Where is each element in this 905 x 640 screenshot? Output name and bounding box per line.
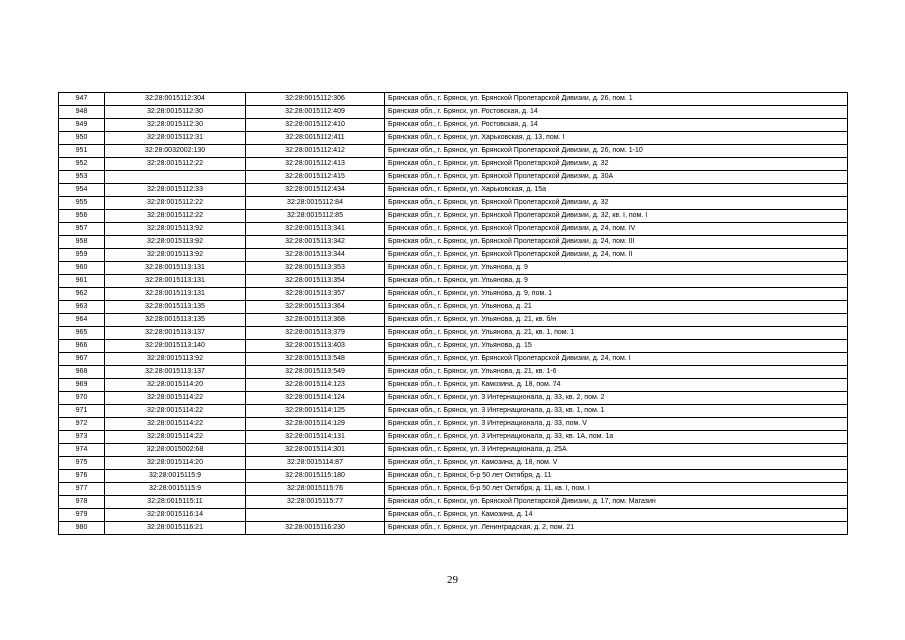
table-row — [59, 483, 848, 496]
building-cadastral-number-cell: 32:28:0015113:354 — [246, 275, 385, 288]
land-cadastral-number-cell: 32:28:0015114:22 — [105, 418, 246, 431]
table-row — [59, 392, 848, 405]
address-cell: Брянская обл., г. Брянск, ул. Камозина, д. 18, пом. 74 — [385, 379, 848, 392]
row-number-cell: 958 — [59, 236, 105, 249]
row-number-cell: 972 — [59, 418, 105, 431]
building-cadastral-number-cell: 32:28:0015113:379 — [246, 327, 385, 340]
table-row — [59, 457, 848, 470]
table-row — [59, 184, 848, 197]
building-cadastral-number-cell: 32:28:0015113:364 — [246, 301, 385, 314]
row-number-cell: 961 — [59, 275, 105, 288]
row-number-cell: 970 — [59, 392, 105, 405]
building-cadastral-number-cell: 32:28:0015114:124 — [246, 392, 385, 405]
row-number-cell: 974 — [59, 444, 105, 457]
address-cell: Брянская обл., г. Брянск, ул. Ульянова, д. 9 — [385, 262, 848, 275]
row-number-cell: 973 — [59, 431, 105, 444]
land-cadastral-number-cell: 32:28:0015114:22 — [105, 392, 246, 405]
building-cadastral-number-cell: 32:28:0015113:549 — [246, 366, 385, 379]
land-cadastral-number-cell: 32:28:0015112:22 — [105, 210, 246, 223]
table-row — [59, 379, 848, 392]
building-cadastral-number-cell: 32:28:0015112:410 — [246, 119, 385, 132]
land-cadastral-number-cell: 32:28:0015112:22 — [105, 158, 246, 171]
address-cell: Брянская обл., г. Брянск, ул. Брянской Пролетарской Дивизии, д. 24, пом. III — [385, 236, 848, 249]
row-number-cell: 957 — [59, 223, 105, 236]
address-cell: Брянская обл., г. Брянск, ул. Брянской Пролетарской Дивизии, д. 24, пом. I — [385, 353, 848, 366]
table-row — [59, 431, 848, 444]
row-number-cell: 979 — [59, 509, 105, 522]
address-cell: Брянская обл., г. Брянск, ул. Ульянова, д. 9, пом. 1 — [385, 288, 848, 301]
building-cadastral-number-cell: 32:28:0015112:306 — [246, 93, 385, 106]
land-cadastral-number-cell: 32:28:0015113:92 — [105, 223, 246, 236]
address-cell: Брянская обл., г. Брянск, ул. Брянской Пролетарской Дивизии, д. 24, пом. IV — [385, 223, 848, 236]
address-cell: Брянская обл., г. Брянск, ул. 3 Интернационала, д. 33, пом. V — [385, 418, 848, 431]
table-row — [59, 275, 848, 288]
address-cell: Брянская обл., г. Брянск, ул. Ульянова, д. 9 — [385, 275, 848, 288]
row-number-cell: 948 — [59, 106, 105, 119]
row-number-cell: 969 — [59, 379, 105, 392]
row-number-cell: 959 — [59, 249, 105, 262]
table-row — [59, 509, 848, 522]
row-number-cell: 956 — [59, 210, 105, 223]
land-cadastral-number-cell: 32:28:0015113:92 — [105, 236, 246, 249]
row-number-cell: 952 — [59, 158, 105, 171]
row-number-cell: 951 — [59, 145, 105, 158]
building-cadastral-number-cell: 32:28:0015113:342 — [246, 236, 385, 249]
land-cadastral-number-cell: 32:28:0015113:92 — [105, 249, 246, 262]
building-cadastral-number-cell: 32:28:0015114:129 — [246, 418, 385, 431]
row-number-cell: 955 — [59, 197, 105, 210]
row-number-cell: 953 — [59, 171, 105, 184]
table-row — [59, 132, 848, 145]
row-number-cell: 977 — [59, 483, 105, 496]
address-cell: Брянская обл., г. Брянск, ул. Камозина, д. 14 — [385, 509, 848, 522]
land-cadastral-number-cell: 32:28:0015115:11 — [105, 496, 246, 509]
table-row — [59, 405, 848, 418]
building-cadastral-number-cell: 32:28:0015112:412 — [246, 145, 385, 158]
building-cadastral-number-cell: 32:28:0015113:403 — [246, 340, 385, 353]
address-cell: Брянская обл., г. Брянск, ул. Брянской Пролетарской Дивизии, д. 26, пом. 1 — [385, 93, 848, 106]
row-number-cell: 954 — [59, 184, 105, 197]
land-cadastral-number-cell: 32:28:0015115:9 — [105, 483, 246, 496]
row-number-cell: 980 — [59, 522, 105, 535]
row-number-cell: 960 — [59, 262, 105, 275]
table-row — [59, 496, 848, 509]
table-row — [59, 249, 848, 262]
table-row — [59, 197, 848, 210]
land-cadastral-number-cell: 32:28:0015114:22 — [105, 431, 246, 444]
row-number-cell: 978 — [59, 496, 105, 509]
building-cadastral-number-cell: 32:28:0015113:344 — [246, 249, 385, 262]
land-cadastral-number-cell: 32:28:0015113:131 — [105, 275, 246, 288]
address-cell: Брянская обл., г. Брянск, ул. 3 Интернационала, д. 25А — [385, 444, 848, 457]
address-cell: Брянская обл., г. Брянск, ул. Ульянова, д. 21, кв. 1, пом. 1 — [385, 327, 848, 340]
page-number: 29 — [447, 574, 458, 586]
building-cadastral-number-cell: 32:28:0015112:409 — [246, 106, 385, 119]
table-row — [59, 145, 848, 158]
building-cadastral-number-cell — [246, 509, 385, 522]
table-row — [59, 210, 848, 223]
row-number-cell: 967 — [59, 353, 105, 366]
land-cadastral-number-cell: 32:28:0015113:137 — [105, 327, 246, 340]
address-cell: Брянская обл., г. Брянск, ул. Ульянова, д. 21, кв. б/н — [385, 314, 848, 327]
row-number-cell: 964 — [59, 314, 105, 327]
land-cadastral-number-cell: 32:28:0015113:137 — [105, 366, 246, 379]
address-cell: Брянская обл., г. Брянск, б-р 50 лет Октября, д. 11, кв. I, пом. I — [385, 483, 848, 496]
building-cadastral-number-cell: 32:28:0015112:84 — [246, 197, 385, 210]
table-row — [59, 327, 848, 340]
address-cell: Брянская обл., г. Брянск, ул. Ульянова, д. 21, кв. 1-6 — [385, 366, 848, 379]
building-cadastral-number-cell: 32:28:0015115:77 — [246, 496, 385, 509]
table-row — [59, 418, 848, 431]
row-number-cell: 968 — [59, 366, 105, 379]
land-cadastral-number-cell: 32:28:0015112:33 — [105, 184, 246, 197]
table-row — [59, 366, 848, 379]
table-row — [59, 340, 848, 353]
address-cell: Брянская обл., г. Брянск, ул. Ленинградская, д. 2, пом. 21 — [385, 522, 848, 535]
row-number-cell: 962 — [59, 288, 105, 301]
building-cadastral-number-cell: 32:28:0015112:415 — [246, 171, 385, 184]
building-cadastral-number-cell: 32:28:0015112:411 — [246, 132, 385, 145]
land-cadastral-number-cell: 32:28:0015114:20 — [105, 379, 246, 392]
building-cadastral-number-cell: 32:28:0015114:301 — [246, 444, 385, 457]
address-cell: Брянская обл., г. Брянск, ул. Камозина, д. 18, пом. V — [385, 457, 848, 470]
land-cadastral-number-cell: 32:28:0015113:92 — [105, 353, 246, 366]
land-cadastral-number-cell: 32:28:0015114:22 — [105, 405, 246, 418]
table-row — [59, 444, 848, 457]
row-number-cell: 963 — [59, 301, 105, 314]
building-cadastral-number-cell: 32:28:0015114:123 — [246, 379, 385, 392]
table-row — [59, 522, 848, 535]
address-cell: Брянская обл., г. Брянск, ул. 3 Интернационала, д. 33, кв. 1А, пом. 1а — [385, 431, 848, 444]
building-cadastral-number-cell: 32:28:0015113:548 — [246, 353, 385, 366]
table-row — [59, 158, 848, 171]
table-row — [59, 288, 848, 301]
building-cadastral-number-cell: 32:28:0015114:87 — [246, 457, 385, 470]
land-cadastral-number-cell: 32:28:0015116:21 — [105, 522, 246, 535]
address-cell: Брянская обл., г. Брянск, б-р 50 лет Октября, д. 11 — [385, 470, 848, 483]
land-cadastral-number-cell: 32:28:0015112:22 — [105, 197, 246, 210]
table-row — [59, 236, 848, 249]
address-cell: Брянская обл., г. Брянск, ул. Брянской Пролетарской Дивизии, д. 32 — [385, 158, 848, 171]
building-cadastral-number-cell: 32:28:0015113:341 — [246, 223, 385, 236]
land-cadastral-number-cell: 32:28:0015002:68 — [105, 444, 246, 457]
building-cadastral-number-cell: 32:28:0015115:76 — [246, 483, 385, 496]
address-cell: Брянская обл., г. Брянск, ул. Харьковская, д. 15а — [385, 184, 848, 197]
address-cell: Брянская обл., г. Брянск, ул. Брянской Пролетарской Дивизии, д. 17, пом. Магазин — [385, 496, 848, 509]
table-row — [59, 119, 848, 132]
row-number-cell: 971 — [59, 405, 105, 418]
table-row — [59, 93, 848, 106]
address-cell: Брянская обл., г. Брянск, ул. Ульянова, д. 15 — [385, 340, 848, 353]
row-number-cell: 966 — [59, 340, 105, 353]
building-cadastral-number-cell: 32:28:0015112:434 — [246, 184, 385, 197]
address-cell: Брянская обл., г. Брянск, ул. Брянской Пролетарской Дивизии, д. 24, пом. II — [385, 249, 848, 262]
address-cell: Брянская обл., г. Брянск, ул. Брянской Пролетарской Дивизии, д. 32, кв. I, пом. I — [385, 210, 848, 223]
registry-table-body — [59, 93, 848, 535]
land-cadastral-number-cell: 32:28:0015114:20 — [105, 457, 246, 470]
table-row — [59, 470, 848, 483]
building-cadastral-number-cell: 32:28:0015113:357 — [246, 288, 385, 301]
land-cadastral-number-cell: 32:28:0015113:131 — [105, 262, 246, 275]
row-number-cell: 976 — [59, 470, 105, 483]
address-cell: Брянская обл., г. Брянск, ул. Брянской Пролетарской Дивизии, д. 26, пом. 1-10 — [385, 145, 848, 158]
land-cadastral-number-cell: 32:28:0015113:140 — [105, 340, 246, 353]
building-cadastral-number-cell: 32:28:0015113:368 — [246, 314, 385, 327]
table-row — [59, 262, 848, 275]
building-cadastral-number-cell: 32:28:0015112:413 — [246, 158, 385, 171]
land-cadastral-number-cell: 32:28:0032002:130 — [105, 145, 246, 158]
row-number-cell: 947 — [59, 93, 105, 106]
address-cell: Брянская обл., г. Брянск, ул. Ростовская, д. 14 — [385, 119, 848, 132]
row-number-cell: 950 — [59, 132, 105, 145]
table-row — [59, 106, 848, 119]
land-cadastral-number-cell: 32:28:0015113:135 — [105, 314, 246, 327]
row-number-cell: 975 — [59, 457, 105, 470]
address-cell: Брянская обл., г. Брянск, ул. 3 Интернационала, д. 33, кв. 2, пом. 2 — [385, 392, 848, 405]
address-cell: Брянская обл., г. Брянск, ул. Ульянова, д. 21 — [385, 301, 848, 314]
address-cell: Брянская обл., г. Брянск, ул. Брянской Пролетарской Дивизии, д. 32 — [385, 197, 848, 210]
land-cadastral-number-cell: 32:28:0015113:135 — [105, 301, 246, 314]
table-row — [59, 223, 848, 236]
land-cadastral-number-cell — [105, 171, 246, 184]
building-cadastral-number-cell: 32:28:0015114:125 — [246, 405, 385, 418]
row-number-cell: 965 — [59, 327, 105, 340]
address-cell: Брянская обл., г. Брянск, ул. Брянской Пролетарской Дивизии, д. 30А — [385, 171, 848, 184]
row-number-cell: 949 — [59, 119, 105, 132]
table-row — [59, 314, 848, 327]
building-cadastral-number-cell: 32:28:0015113:353 — [246, 262, 385, 275]
building-cadastral-number-cell: 32:28:0015112:85 — [246, 210, 385, 223]
address-cell: Брянская обл., г. Брянск, ул. Ростовская, д. 14 — [385, 106, 848, 119]
land-cadastral-number-cell: 32:28:0015116:14 — [105, 509, 246, 522]
address-cell: Брянская обл., г. Брянск, ул. 3 Интернационала, д. 33, кв. 1, пом. 1 — [385, 405, 848, 418]
building-cadastral-number-cell: 32:28:0015114:131 — [246, 431, 385, 444]
land-cadastral-number-cell: 32:28:0015112:31 — [105, 132, 246, 145]
table-row — [59, 301, 848, 314]
land-cadastral-number-cell: 32:28:0015112:304 — [105, 93, 246, 106]
land-cadastral-number-cell: 32:28:0015115:9 — [105, 470, 246, 483]
table-row — [59, 171, 848, 184]
building-cadastral-number-cell: 32:28:0015115:180 — [246, 470, 385, 483]
land-cadastral-number-cell: 32:28:0015112:30 — [105, 106, 246, 119]
table-row — [59, 353, 848, 366]
registry-table — [58, 92, 848, 535]
land-cadastral-number-cell: 32:28:0015112:30 — [105, 119, 246, 132]
address-cell: Брянская обл., г. Брянск, ул. Харьковская, д. 13, пом. I — [385, 132, 848, 145]
building-cadastral-number-cell: 32:28:0015116:230 — [246, 522, 385, 535]
land-cadastral-number-cell: 32:28:0015113:131 — [105, 288, 246, 301]
